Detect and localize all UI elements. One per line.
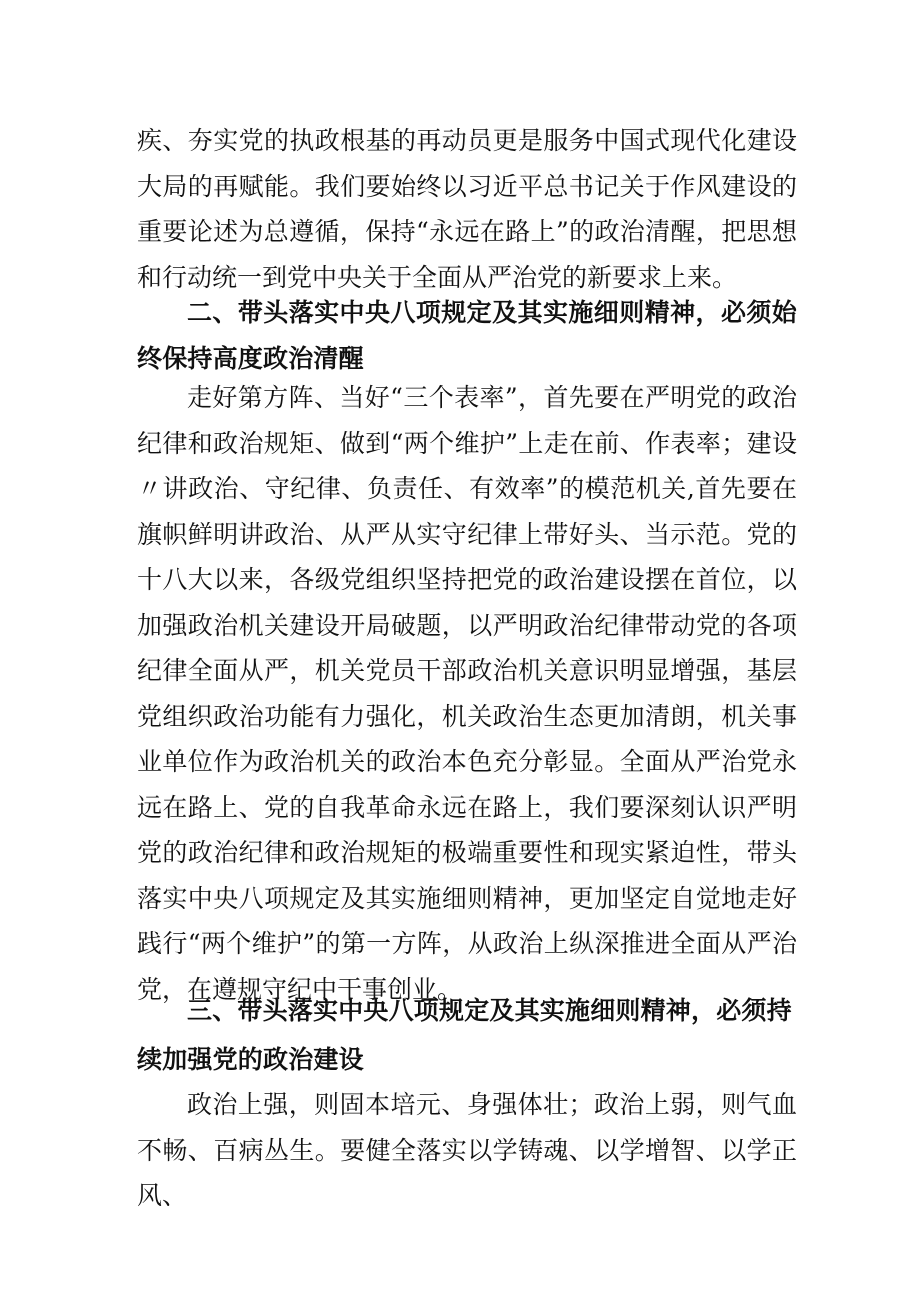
section-heading-2: 二、带头落实中央八项规定及其实施细则精神，必须始终保持高度政治清醒 xyxy=(137,298,797,373)
paragraph-section-2: 走好第方阵、当好“三个表率”，首先要在严明党的政治纪律和政治规矩、做到“两个维护”上走在前、作表率；建设〃讲政治、守纪律、负责任、有效率”的模范机关,首先要在旗帜鲜明讲政治、从严从实守纪律上带好头、当示范。党的十八大以来，各级党组织坚持把党的政治建设摆在首位，以加强政治机关建设开局破题，以严明政治纪律带动党的各项纪律全面从严，机关党员干部政治机关意识明显增强，基层党组织政治功能有力强化，机关政治生态更加清朗，机关事业单位作为政治机关的政治本色充分彰显。全面从严治党永远在路上、党的自我革命永远在路上，我们要深刻认识严明党的政治纪律和政治规矩的极端重要性和现实紧迫性，带头落实中央八项规定及其实施细则精神，更加坚定自觉地走好践行“两个维护”的第一方阵，从政治上纵深推进全面从严治党，在遵规守纪中干事创业。 xyxy=(137,383,797,1004)
section-heading-3-line-1: 三、带头落实中央八项规定及其实施细则精神，必须持 xyxy=(187,996,792,1025)
paragraph-continued: 疾、夯实党的执政根基的再动员更是服务中国式现代化建设大局的再赋能。我们要始终以习近平总书记关于作风建设的重要论述为总遵循，保持“永远在路上”的政治清醒，把思想和行动统一到党中央关于全面从严治党的新要求上来。 xyxy=(137,126,797,292)
paragraph-section-3: 政治上强，则固本培元、身强体壮；政治上弱，则气血不畅、百病丛生。要健全落实以学铸魂、以学增智、以学正风、 xyxy=(137,1090,797,1210)
section-heading-3-line-2: 续加强党的政治建设 xyxy=(137,1045,364,1074)
